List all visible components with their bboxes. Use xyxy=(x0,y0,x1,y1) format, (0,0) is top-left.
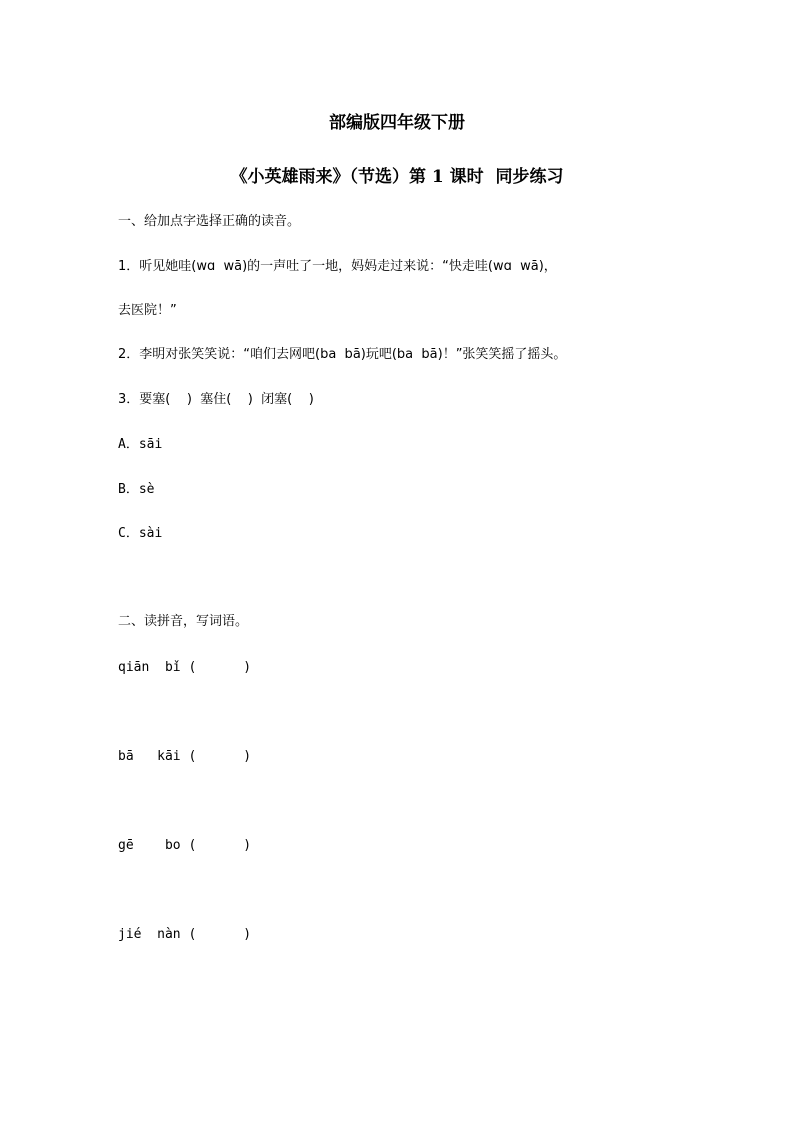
pinyin-item-3: gē bo ( ) xyxy=(118,838,252,853)
document-subtitle: 《小英雄雨来》（节选）第 1 课时 同步练习 xyxy=(230,167,564,187)
section2-heading: 二、读拼音，写词语。 xyxy=(118,614,249,629)
pinyin-item-1: qiān bǐ ( ) xyxy=(118,660,252,675)
pinyin-item-2: bā kāi ( ) xyxy=(118,749,252,764)
question-3: 3．要塞( ) 塞住( ) 闭塞( ) xyxy=(118,392,314,407)
question-1-line-1: 1．听见她哇(wɑ wā)的一声吐了一地，妈妈走过来说：“快走哇(wɑ wā)， xyxy=(118,259,557,274)
section1-heading: 一、给加点字选择正确的读音。 xyxy=(118,214,301,229)
document-title: 部编版四年级下册 xyxy=(329,113,465,133)
option-b: B．sè xyxy=(118,482,155,497)
question-1-line-2: 去医院！” xyxy=(118,303,177,318)
option-c: C．sài xyxy=(118,526,163,541)
pinyin-item-4: jié nàn ( ) xyxy=(118,927,252,942)
question-2: 2．李明对张笑笑说：“咱们去网吧(ba bā)玩吧(ba bā)！”张笑笑摇了摇头。 xyxy=(118,347,567,362)
option-a: A．sāi xyxy=(118,437,163,452)
